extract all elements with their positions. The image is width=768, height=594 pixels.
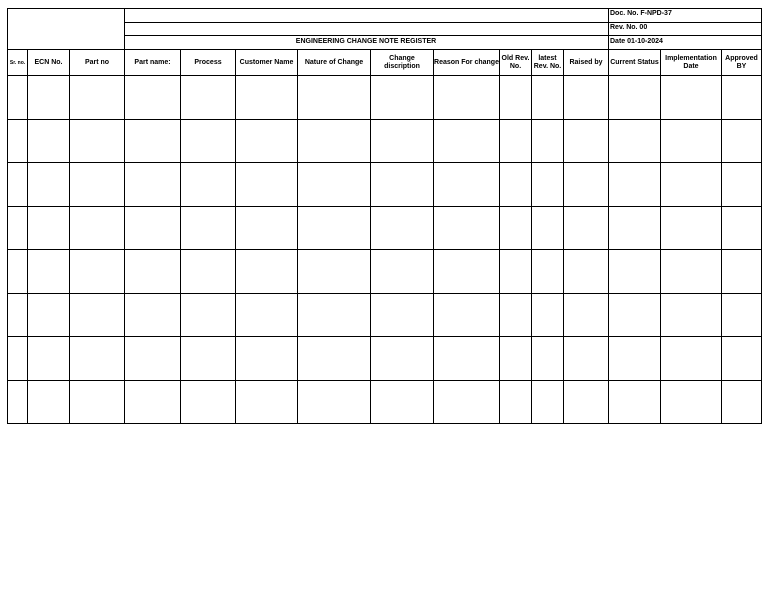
- table-cell[interactable]: [181, 381, 235, 423]
- table-cell[interactable]: [181, 294, 235, 336]
- table-cell[interactable]: [609, 120, 660, 162]
- table-cell[interactable]: [500, 294, 531, 336]
- table-cell[interactable]: [564, 76, 608, 119]
- table-cell[interactable]: [434, 207, 499, 249]
- table-cell[interactable]: [70, 163, 124, 206]
- table-cell[interactable]: [298, 207, 370, 249]
- row-divider: [7, 249, 762, 250]
- table-cell[interactable]: [564, 337, 608, 380]
- table-cell[interactable]: [371, 207, 433, 249]
- column-divider: [660, 49, 661, 424]
- column-header: Approved BY: [725, 54, 758, 70]
- row-divider: [7, 162, 762, 163]
- column-divider: [563, 49, 564, 424]
- header-row-divider: [124, 22, 762, 23]
- column-divider: [370, 49, 371, 424]
- table-cell[interactable]: [70, 337, 124, 380]
- table-cell[interactable]: [125, 337, 180, 380]
- table-cell[interactable]: [236, 76, 297, 119]
- table-cell[interactable]: [500, 120, 531, 162]
- table-cell[interactable]: [722, 381, 761, 423]
- table-cell[interactable]: [434, 337, 499, 380]
- table-cell[interactable]: [371, 381, 433, 423]
- document-date: Date 01-10-2024: [610, 38, 663, 45]
- table-cell[interactable]: [661, 337, 721, 380]
- column-divider: [721, 49, 722, 424]
- table-cell[interactable]: [28, 294, 69, 336]
- column-divider: [608, 49, 609, 424]
- table-cell[interactable]: [434, 163, 499, 206]
- row-divider: [7, 336, 762, 337]
- table-cell[interactable]: [532, 337, 563, 380]
- table-cell[interactable]: [722, 76, 761, 119]
- row-divider: [7, 75, 762, 76]
- table-right-border: [761, 8, 762, 424]
- table-cell[interactable]: [70, 381, 124, 423]
- table-cell[interactable]: [181, 207, 235, 249]
- table-cell[interactable]: [722, 120, 761, 162]
- doc-number: Doc. No. F-NPD-37: [610, 10, 672, 17]
- table-cell[interactable]: [532, 120, 563, 162]
- table-cell[interactable]: [609, 207, 660, 249]
- column-header: Part no: [84, 58, 110, 66]
- table-cell[interactable]: [181, 250, 235, 293]
- table-cell[interactable]: [532, 207, 563, 249]
- table-cell[interactable]: [564, 250, 608, 293]
- page-title: ENGINEERING CHANGE NOTE REGISTER: [295, 38, 437, 45]
- table-cell[interactable]: [500, 76, 531, 119]
- table-cell[interactable]: [661, 163, 721, 206]
- table-cell[interactable]: [371, 76, 433, 119]
- table-cell[interactable]: [125, 294, 180, 336]
- table-cell[interactable]: [70, 250, 124, 293]
- table-cell[interactable]: [564, 294, 608, 336]
- column-header: Reason For change: [434, 58, 499, 66]
- table-cell[interactable]: [8, 207, 27, 249]
- table-cell[interactable]: [532, 76, 563, 119]
- column-divider: [27, 49, 28, 424]
- table-cell[interactable]: [609, 76, 660, 119]
- table-cell[interactable]: [28, 163, 69, 206]
- table-cell[interactable]: [564, 120, 608, 162]
- header-info-divider: [608, 8, 609, 50]
- table-cell[interactable]: [70, 207, 124, 249]
- table-cell[interactable]: [500, 250, 531, 293]
- table-cell[interactable]: [298, 163, 370, 206]
- table-cell[interactable]: [125, 250, 180, 293]
- table-cell[interactable]: [609, 381, 660, 423]
- table-cell[interactable]: [181, 163, 235, 206]
- table-cell[interactable]: [8, 294, 27, 336]
- table-cell[interactable]: [298, 294, 370, 336]
- table-cell[interactable]: [125, 163, 180, 206]
- revision-number: Rev. No. 00: [610, 24, 648, 31]
- table-cell[interactable]: [661, 294, 721, 336]
- table-cell[interactable]: [661, 250, 721, 293]
- table-cell[interactable]: [236, 381, 297, 423]
- column-divider: [124, 49, 125, 424]
- table-cell[interactable]: [125, 207, 180, 249]
- table-cell[interactable]: [28, 250, 69, 293]
- column-header: ECN No.: [34, 58, 63, 66]
- table-cell[interactable]: [722, 163, 761, 206]
- table-cell[interactable]: [371, 250, 433, 293]
- table-cell[interactable]: [371, 120, 433, 162]
- table-cell[interactable]: [500, 337, 531, 380]
- column-header: Process: [194, 58, 222, 66]
- row-divider: [7, 293, 762, 294]
- table-cell[interactable]: [564, 207, 608, 249]
- table-cell[interactable]: [298, 250, 370, 293]
- table-cell[interactable]: [298, 381, 370, 423]
- column-divider: [531, 49, 532, 424]
- table-cell[interactable]: [500, 207, 531, 249]
- table-cell[interactable]: [564, 381, 608, 423]
- table-cell[interactable]: [532, 294, 563, 336]
- table-cell[interactable]: [181, 76, 235, 119]
- table-cell[interactable]: [236, 337, 297, 380]
- table-cell[interactable]: [532, 381, 563, 423]
- table-cell[interactable]: [532, 250, 563, 293]
- column-divider: [297, 49, 298, 424]
- table-cell[interactable]: [8, 120, 27, 162]
- table-cell[interactable]: [434, 120, 499, 162]
- table-cell[interactable]: [70, 120, 124, 162]
- row-divider: [7, 423, 762, 424]
- table-cell[interactable]: [298, 337, 370, 380]
- table-cell[interactable]: [609, 294, 660, 336]
- column-header: Customer Name: [239, 58, 294, 66]
- table-cell[interactable]: [722, 207, 761, 249]
- table-cell[interactable]: [661, 381, 721, 423]
- table-cell[interactable]: [609, 163, 660, 206]
- table-cell[interactable]: [722, 250, 761, 293]
- column-header: Implementation Date: [665, 54, 717, 70]
- table-cell[interactable]: [298, 120, 370, 162]
- header-row-divider: [124, 35, 762, 36]
- table-cell[interactable]: [609, 337, 660, 380]
- table-cell[interactable]: [500, 163, 531, 206]
- table-cell[interactable]: [434, 250, 499, 293]
- table-cell[interactable]: [434, 381, 499, 423]
- table-cell[interactable]: [8, 337, 27, 380]
- row-divider: [7, 380, 762, 381]
- table-cell[interactable]: [28, 76, 69, 119]
- table-cell[interactable]: [661, 120, 721, 162]
- header-logo-divider: [124, 8, 125, 50]
- table-cell[interactable]: [661, 76, 721, 119]
- table-cell[interactable]: [500, 381, 531, 423]
- table-cell[interactable]: [236, 250, 297, 293]
- header-top-border: [7, 8, 762, 9]
- table-cell[interactable]: [28, 381, 69, 423]
- column-header: latest Rev. No.: [533, 54, 562, 70]
- table-cell[interactable]: [564, 163, 608, 206]
- table-cell[interactable]: [236, 207, 297, 249]
- table-cell[interactable]: [371, 294, 433, 336]
- row-divider: [7, 206, 762, 207]
- table-cell[interactable]: [236, 294, 297, 336]
- table-cell[interactable]: [532, 163, 563, 206]
- table-cell[interactable]: [181, 337, 235, 380]
- column-divider: [235, 49, 236, 424]
- column-header: Part name:: [134, 58, 171, 66]
- table-cell[interactable]: [371, 337, 433, 380]
- table-cell[interactable]: [661, 207, 721, 249]
- column-header: Sr. no.: [9, 59, 26, 66]
- table-cell[interactable]: [722, 337, 761, 380]
- table-cell[interactable]: [70, 76, 124, 119]
- column-header: Raised by: [569, 58, 603, 66]
- column-header: Change discription: [384, 54, 420, 70]
- table-cell[interactable]: [28, 207, 69, 249]
- table-cell[interactable]: [28, 120, 69, 162]
- row-divider: [7, 119, 762, 120]
- column-divider: [69, 49, 70, 424]
- column-divider: [499, 49, 500, 424]
- table-cell[interactable]: [8, 250, 27, 293]
- table-cell[interactable]: [8, 163, 27, 206]
- table-cell[interactable]: [236, 120, 297, 162]
- table-cell[interactable]: [8, 76, 27, 119]
- column-header: Nature of Change: [304, 58, 364, 66]
- column-divider: [180, 49, 181, 424]
- table-cell[interactable]: [28, 337, 69, 380]
- table-cell[interactable]: [70, 294, 124, 336]
- table-cell[interactable]: [125, 76, 180, 119]
- column-divider: [433, 49, 434, 424]
- table-cell[interactable]: [125, 120, 180, 162]
- table-cell[interactable]: [371, 163, 433, 206]
- table-cell[interactable]: [434, 76, 499, 119]
- table-cell[interactable]: [609, 250, 660, 293]
- column-header: Current Status: [610, 58, 659, 66]
- table-cell[interactable]: [298, 76, 370, 119]
- table-cell[interactable]: [236, 163, 297, 206]
- table-cell[interactable]: [181, 120, 235, 162]
- table-cell[interactable]: [434, 294, 499, 336]
- table-cell[interactable]: [125, 381, 180, 423]
- table-cell[interactable]: [8, 381, 27, 423]
- column-header: Old Rev. No.: [501, 54, 530, 70]
- table-cell[interactable]: [722, 294, 761, 336]
